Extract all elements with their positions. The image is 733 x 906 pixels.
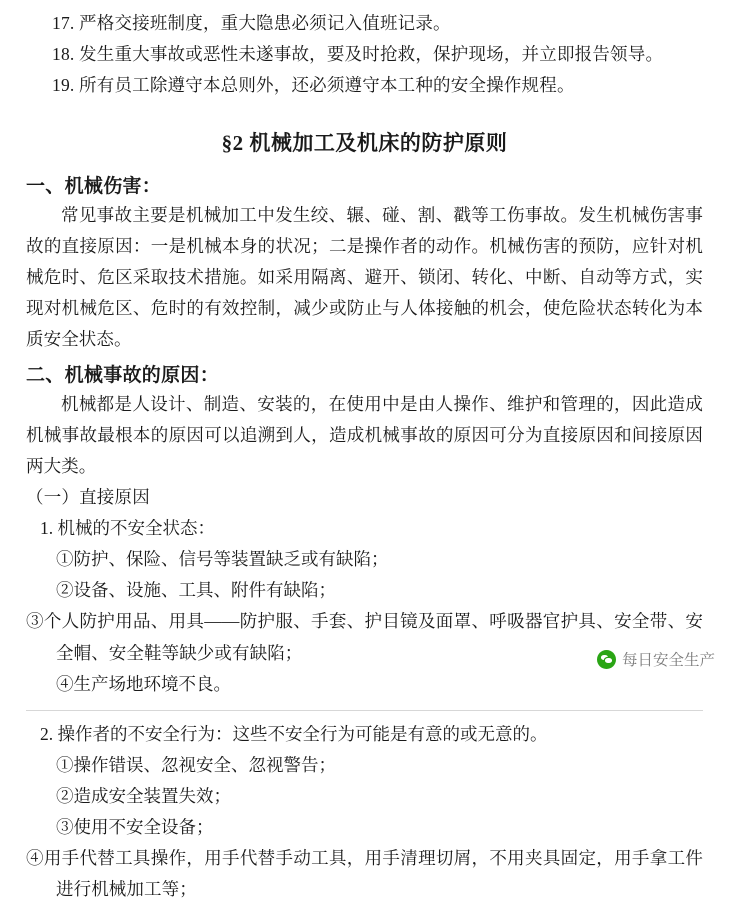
sublist-heading-unsafe-behavior: 2. 操作者的不安全行为：这些不安全行为可能是有意的或无意的。 [40,723,548,744]
sublist-item: ①操作错误、忽视安全、忽视警告； [56,754,336,775]
sublist-heading-unsafe-state: 1. 机械的不安全状态： [40,517,215,538]
heading-accident-causes: 二、机械事故的原因： [26,365,220,387]
list-item: 18. 发生重大事故或恶性未遂事故，要及时抢救，保护现场，并立即报告领导。 [52,44,664,65]
sublist-item: ③使用不安全设备； [56,817,214,838]
paragraph-accident-causes: 机械都是人设计、制造、安装的，在使用中是由人操作、维护和管理的，因此造成机械事故最根本的原因可以追溯到人，造成机械事故的原因可分为直接原因和间接原因两大类。 [26,394,703,476]
sublist-item: ②设备、设施、工具、附件有缺陷； [56,580,336,601]
paragraph-mechanical-injury: 常见事故主要是机械加工中发生绞、辗、碰、割、戳等工伤事故。发生机械伤害事故的直接原因：一是机械本身的状况；二是操作者的动作。机械伤害的预防，应针对机械危时、危区采取技术措施。如采用隔离、避开、锁闭、转化、中断、自动等方式，实现对机械危区、危时的有效控制，减少或防止与人体接触的机会，使危险状态转化为本质安全状态。 [26,205,703,349]
page-divider [26,710,703,711]
list-item: 19. 所有员工除遵守本总则外，还必须遵守本工种的安全操作规程。 [52,75,575,96]
watermark-label: 每日安全生产 [621,652,715,669]
section-title: §2 机械加工及机床的防护原则 [221,131,508,156]
watermark [597,648,715,670]
sublist-item: ③个人防护用品、用具——防护服、手套、护目镜及面罩、呼吸器官护具、安全带、安全帽、安全鞋等缺少或有缺陷； [26,611,703,663]
list-item-direct-cause: （一）直接原因 [26,486,150,507]
list-item: 17. 严格交接班制度，重大隐患必须记入值班记录。 [52,13,451,33]
wechat-logo-icon [597,650,616,669]
sublist-item: ①防护、保险、信号等装置缺乏或有缺陷； [56,549,389,570]
heading-mechanical-injury: 一、机械伤害： [26,176,162,198]
sublist-item: ④生产场地环境不良。 [56,673,231,694]
sublist-item: ②造成安全装置失效； [56,786,231,807]
sublist-item: ④用手代替工具操作，用手代替手动工具，用手清理切屑，不用夹具固定，用手拿工件进行机械加工等； [26,848,703,900]
